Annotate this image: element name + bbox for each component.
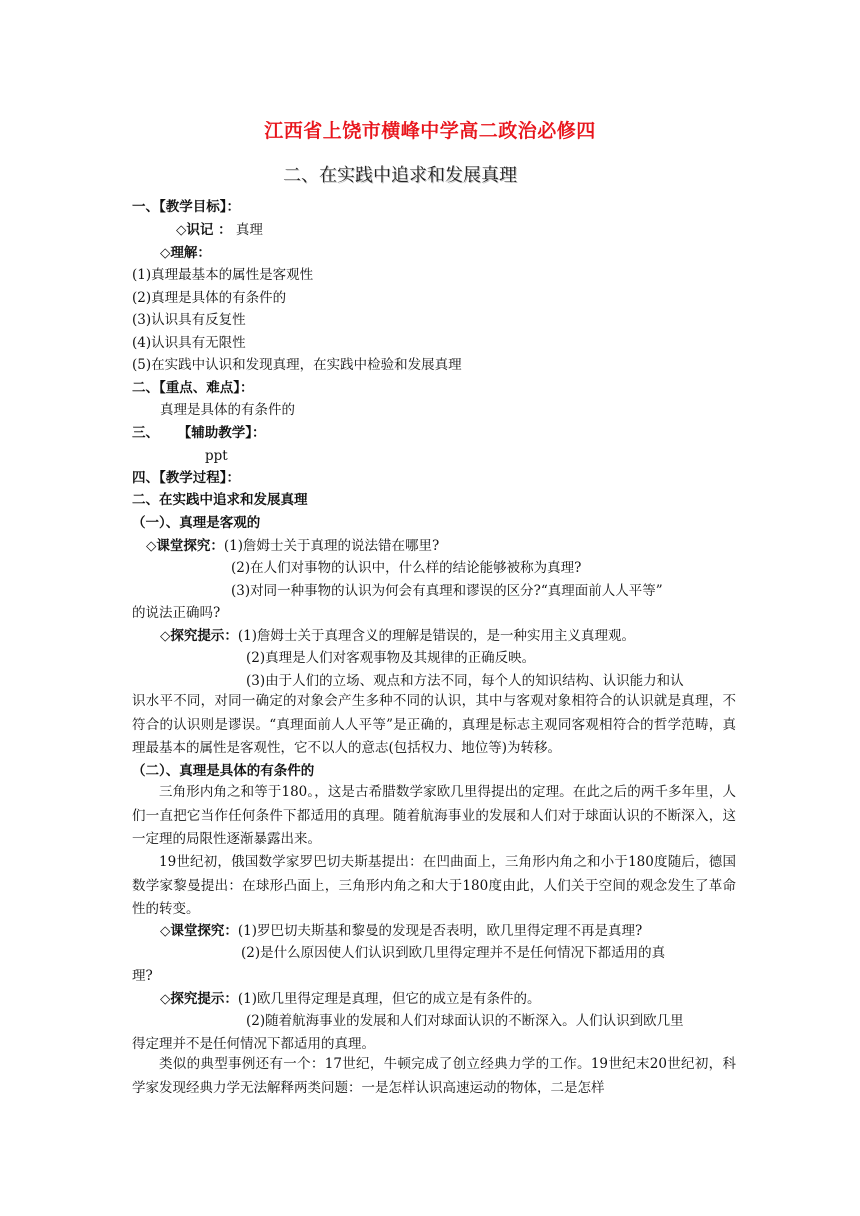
part1-explore-label: ◇课堂探究： bbox=[146, 538, 224, 554]
part2-heading: （二）、真理是具体的有条件的 bbox=[132, 763, 315, 779]
goal-item: (2)真理是具体的有条件的 bbox=[132, 290, 287, 306]
part2-hint-item: 得定理并不是任何情况下都适用的真理。 bbox=[132, 1036, 375, 1052]
key-points-heading: 二、【重点、难点】： bbox=[132, 380, 254, 396]
lijie-label: ◇理解： bbox=[160, 245, 211, 261]
process-section-title: 二、在实践中追求和发展真理 bbox=[132, 492, 308, 508]
lesson-subtitle: 二、在实践中追求和发展真理 bbox=[283, 165, 517, 186]
part2-explore-item: (2)是什么原因使人们认识到欧几里得定理并不是任何情况下都适用的真 bbox=[241, 945, 666, 961]
aids-text: ppt bbox=[205, 448, 228, 464]
process-heading: 四、【教学过程】： bbox=[132, 470, 240, 486]
part1-explore-item: (2)在人们对事物的认识中，什么样的结论能够被称为真理? bbox=[231, 560, 582, 576]
part1-hint-line bbox=[160, 627, 635, 646]
part2-paragraph-3: 类似的典型事例还有一个：17世纪，牛顿完成了创立经典力学的工作。19世纪末20世纪初，科学家发现经典力学无法解释两类问题：一是怎样认识高速运动的物体，二是怎样 bbox=[132, 1056, 736, 1096]
part2-paragraph-2: 19世纪初，俄国数学家罗巴切夫斯基提出：在凹曲面上，三角形内角之和小于180度随后，德国数学家黎曼提出：在球形凸面上，三角形内角之和大于180度由此，人们关于空间的观念发生了革命性的转变。 bbox=[132, 854, 736, 917]
part2-hint-item: (2)随着航海事业的发展和人们对球面认识的不断深入。人们认识到欧几里 bbox=[246, 1013, 684, 1029]
part2-hint-item: (1)欧几里得定理是真理，但它的成立是有条件的。 bbox=[237, 991, 541, 1007]
part1-hint-item: (1)詹姆士关于真理含义的理解是错误的，是一种实用主义真理观。 bbox=[237, 628, 636, 644]
aids-heading bbox=[132, 424, 265, 443]
part2-explore-label: ◇课堂探究： bbox=[160, 923, 238, 939]
goals-heading: 一、【教学目标】： bbox=[132, 199, 240, 215]
part1-explore-item: 的说法正确吗? bbox=[132, 605, 221, 621]
aids-heading-text: 【辅助教学】： bbox=[177, 425, 266, 441]
part1-hint-item: (3)由于人们的立场、观点和方法不同，每个人的知识结构、认识能力和认 bbox=[246, 673, 684, 689]
aids-heading-num: 三、 bbox=[132, 425, 159, 441]
part1-hint-item: (2)真理是人们对客观事物及其规律的正确反映。 bbox=[246, 650, 536, 666]
goal-item: (1)真理最基本的属性是客观性 bbox=[132, 267, 314, 283]
part1-explore-item: (1)詹姆士关于真理的说法错在哪里? bbox=[223, 538, 440, 554]
goal-item: (3)认识具有反复性 bbox=[132, 312, 246, 328]
part1-explore-item: (3)对同一种事物的认识为何会有真理和谬误的区分?“真理面前人人平等” bbox=[231, 583, 663, 599]
part2-explore-item: 理? bbox=[132, 968, 153, 984]
key-points-text: 真理是具体的有条件的 bbox=[160, 402, 295, 418]
shiji-value: 真理 bbox=[235, 222, 263, 238]
part1-explore-line bbox=[146, 537, 439, 556]
goal-item: (5)在实践中认识和发现真理，在实践中检验和发展真理 bbox=[132, 357, 462, 373]
part1-heading: （一）、真理是客观的 bbox=[132, 515, 261, 531]
part2-explore-line bbox=[160, 922, 642, 941]
part2-paragraph-1: 三角形内角之和等于180。，这是古希腊数学家欧几里得提出的定理。在此之后的两千多年里，人们一直把它当作任何条件下都适用的真理。随着航海事业的发展和人们对于球面认识的不断深入，这一定理的局限性逐渐暴露出来。 bbox=[132, 784, 736, 847]
shiji-line bbox=[176, 221, 263, 240]
part1-hint-paragraph: 识水平不同，对同一确定的对象会产生多种不同的认识，其中与客观对象相符合的认识就是真理，不符合的认识则是谬误。“真理面前人人平等”是正确的，真理是标志主观同客观相符合的哲学范畴，真理最基本的属性是客观性，它不以人的意志(包括权力、地位等)为转移。 bbox=[132, 693, 736, 756]
goal-item: (4)认识具有无限性 bbox=[132, 335, 246, 351]
part1-hint-label: ◇探究提示： bbox=[160, 628, 238, 644]
document-title: 江西省上饶市横峰中学高二政治必修四 bbox=[264, 120, 596, 142]
part2-hint-label: ◇探究提示： bbox=[160, 991, 238, 1007]
shiji-label: ◇识记 ： bbox=[176, 222, 232, 238]
part2-hint-line bbox=[160, 990, 541, 1009]
part2-explore-item: (1)罗巴切夫斯基和黎曼的发现是否表明，欧几里得定理不再是真理? bbox=[237, 923, 643, 939]
